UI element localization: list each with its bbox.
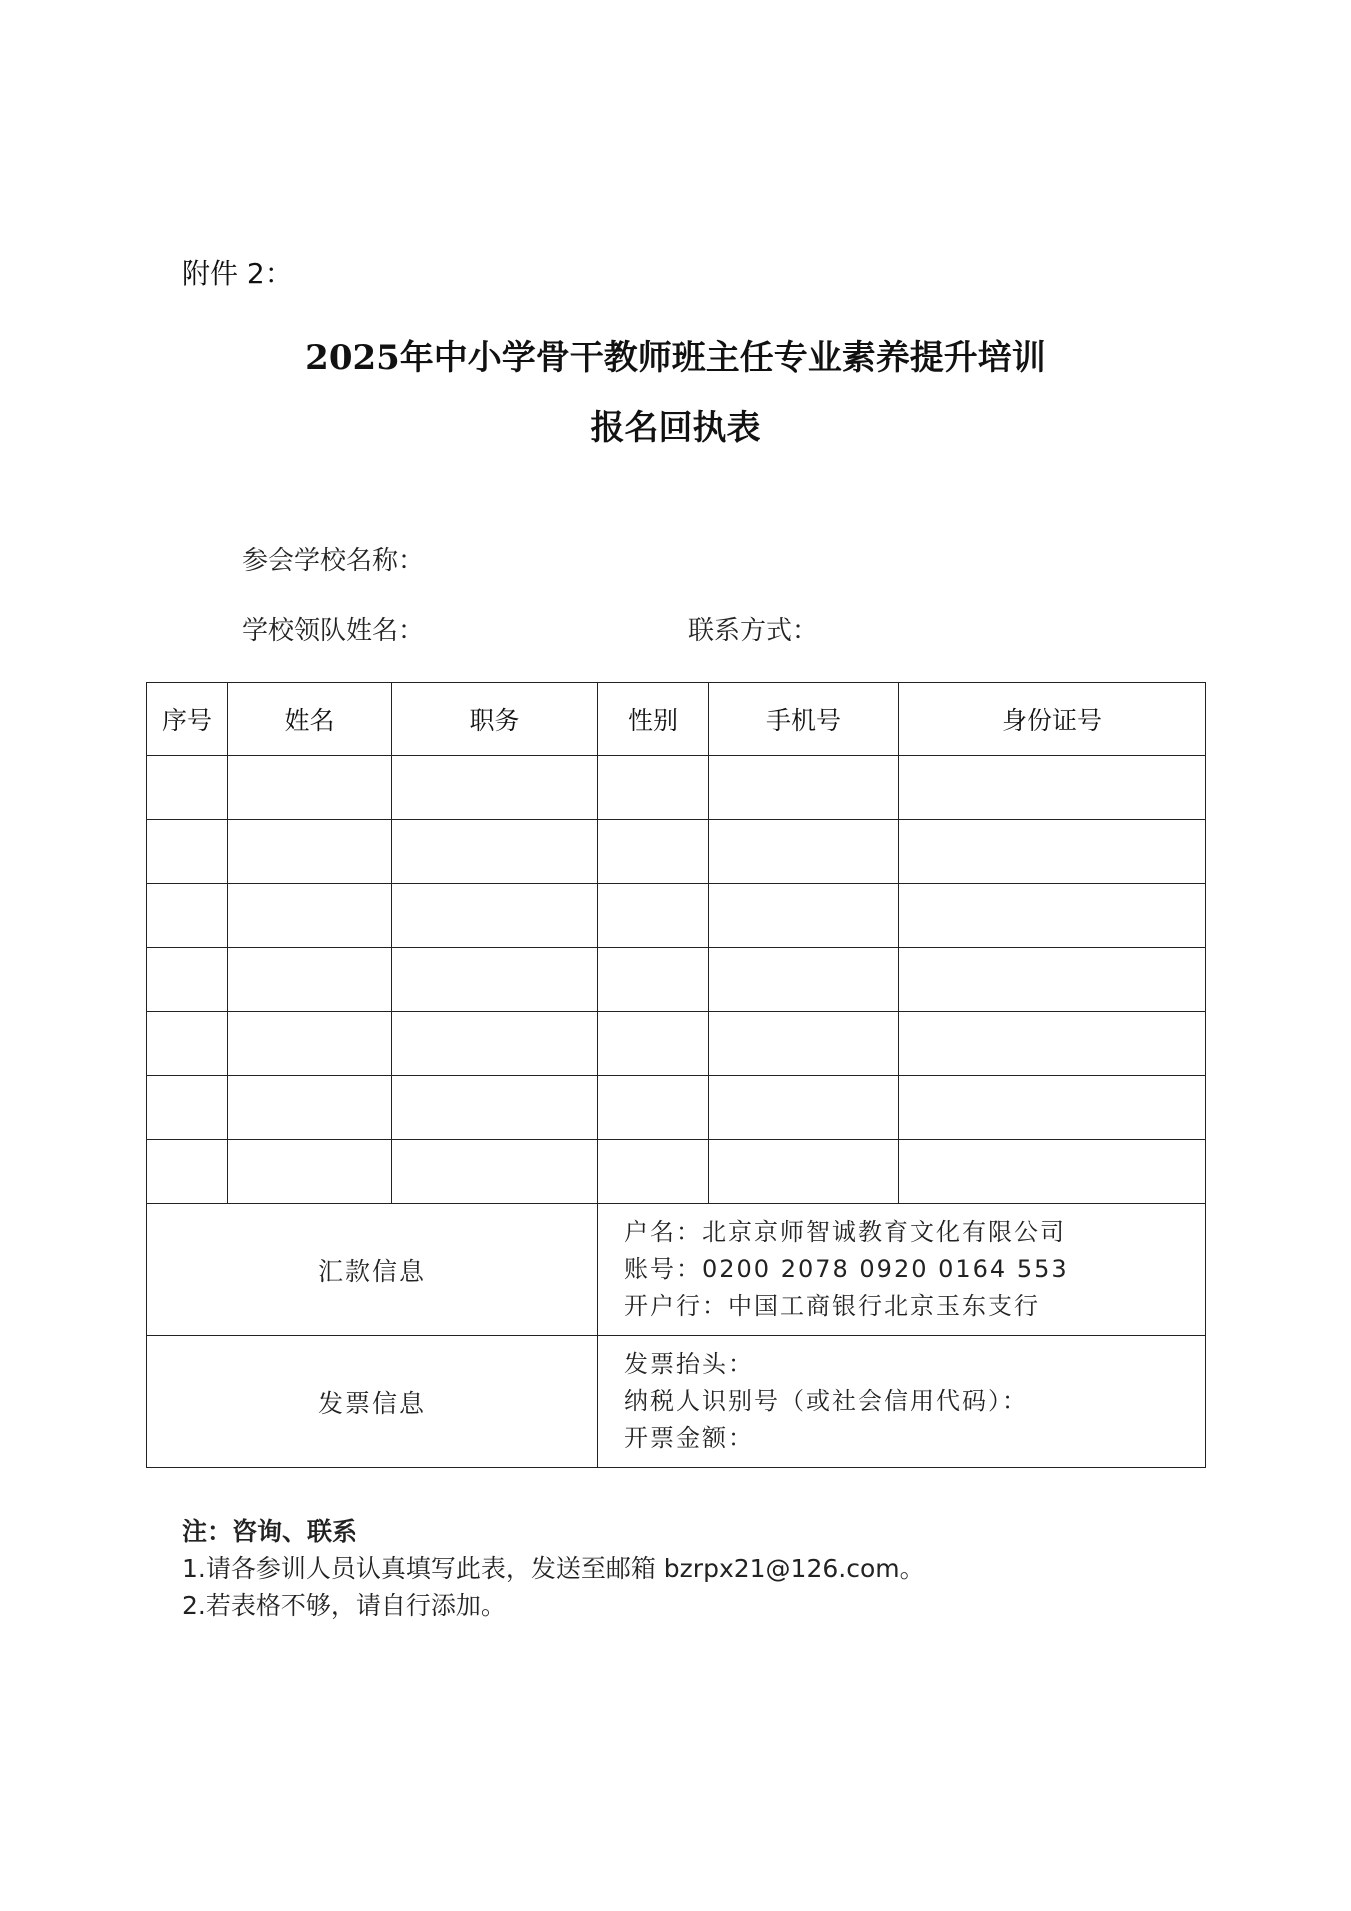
table-cell[interactable] [147,756,228,820]
table-cell[interactable] [709,1140,899,1204]
table-cell[interactable] [709,1012,899,1076]
table-cell[interactable] [392,1140,598,1204]
table-cell[interactable] [709,1076,899,1140]
school-name-field[interactable]: 参会学校名称： [242,546,425,576]
table-cell[interactable] [598,1012,709,1076]
table-cell[interactable] [392,884,598,948]
invoice-details[interactable] [598,1336,1206,1468]
notes-section [182,1513,925,1624]
table-cell[interactable] [598,820,709,884]
account-name: 户名：北京京师智诚教育文化有限公司 [624,1218,1066,1246]
table-cell[interactable] [228,948,392,1012]
table-cell[interactable] [899,1012,1206,1076]
attachment-label: 附件 2： [182,257,293,290]
table-row [147,1012,1206,1076]
header-gender: 性别 [598,683,709,756]
document-subtitle: 报名回执表 [590,408,761,448]
table-cell[interactable] [709,884,899,948]
table-cell[interactable] [228,756,392,820]
table-cell[interactable] [147,1012,228,1076]
table-cell[interactable] [228,1076,392,1140]
table-row [147,1076,1206,1140]
header-position: 职务 [392,683,598,756]
document-title: 2025年中小学骨干教师班主任专业素养提升培训 [305,338,1046,378]
table-cell[interactable] [899,1140,1206,1204]
bank-name: 开户行：中国工商银行北京玉东支行 [624,1292,1040,1320]
invoice-row [147,1336,1206,1468]
table-cell[interactable] [392,1012,598,1076]
table-cell[interactable] [147,884,228,948]
table-row [147,756,1206,820]
table-row [147,1140,1206,1204]
table-cell[interactable] [147,820,228,884]
notes-heading: 注：咨询、联系 [182,1517,358,1546]
table-row [147,948,1206,1012]
invoice-amount-field[interactable]: 开票金额： [624,1424,754,1452]
remittance-details [598,1204,1206,1336]
table-cell[interactable] [228,1012,392,1076]
table-cell[interactable] [392,820,598,884]
invoice-title-field[interactable]: 发票抬头： [624,1350,754,1378]
table-cell[interactable] [598,1076,709,1140]
table-cell[interactable] [147,1140,228,1204]
table-cell[interactable] [392,948,598,1012]
registration-table [146,682,1206,1468]
table-cell[interactable] [709,948,899,1012]
table-cell[interactable] [899,820,1206,884]
table-cell[interactable] [899,884,1206,948]
table-row [147,884,1206,948]
leader-name-field[interactable]: 学校领队姓名： [242,616,425,646]
table-cell[interactable] [598,884,709,948]
table-cell[interactable] [147,1076,228,1140]
table-row [147,820,1206,884]
tax-id-field[interactable]: 纳税人识别号（或社会信用代码）： [624,1387,1028,1415]
header-phone: 手机号 [709,683,899,756]
header-serial: 序号 [147,683,228,756]
table-cell[interactable] [228,1140,392,1204]
remittance-label: 汇款信息 [147,1204,598,1336]
table-cell[interactable] [899,948,1206,1012]
table-cell[interactable] [709,756,899,820]
remittance-row [147,1204,1206,1336]
table-cell[interactable] [899,1076,1206,1140]
note-line-2: 2.若表格不够，请自行添加。 [182,1591,506,1620]
table-cell[interactable] [392,756,598,820]
table-cell[interactable] [709,820,899,884]
account-number: 账号：0200 2078 0920 0164 553 [624,1255,1069,1283]
table-cell[interactable] [598,1140,709,1204]
invoice-label: 发票信息 [147,1336,598,1468]
table-cell[interactable] [147,948,228,1012]
header-name: 姓名 [228,683,392,756]
contact-field[interactable]: 联系方式： [688,616,819,646]
table-cell[interactable] [228,884,392,948]
table-cell[interactable] [899,756,1206,820]
table-cell[interactable] [598,756,709,820]
table-cell[interactable] [598,948,709,1012]
table-cell[interactable] [392,1076,598,1140]
header-id-number: 身份证号 [899,683,1206,756]
table-cell[interactable] [228,820,392,884]
note-line-1: 1.请各参训人员认真填写此表，发送至邮箱 bzrpx21@126.com。 [182,1554,925,1583]
